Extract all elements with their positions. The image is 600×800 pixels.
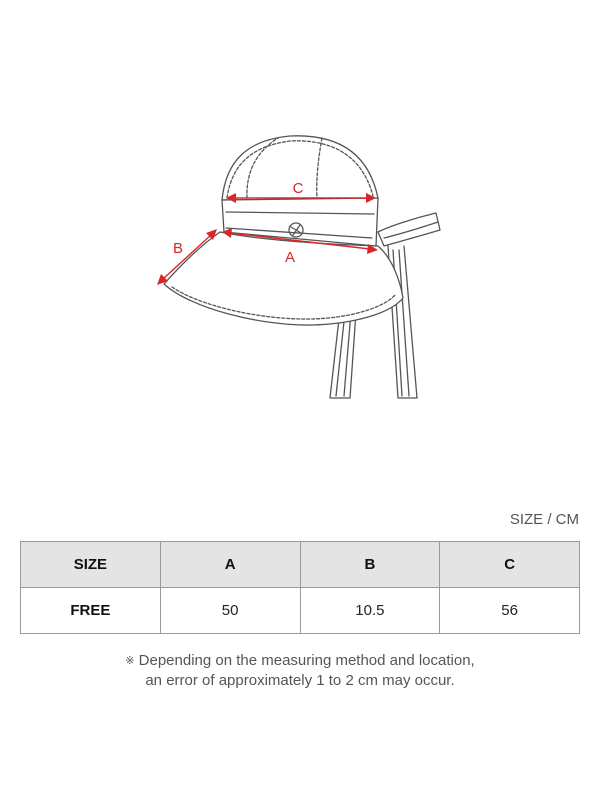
header-c: C	[440, 542, 580, 588]
unit-label: SIZE / CM	[509, 511, 579, 528]
header-b: B	[300, 542, 440, 588]
table-header-row	[21, 542, 580, 588]
cell-b: 10.5	[300, 588, 440, 634]
note-mark-icon: ※	[125, 655, 135, 667]
cell-size-free: FREE	[21, 588, 161, 634]
cell-c: 56	[440, 588, 580, 634]
label-b: B	[172, 240, 184, 257]
measurement-note	[0, 651, 600, 691]
header-size: SIZE	[21, 542, 161, 588]
cell-a: 50	[160, 588, 300, 634]
table-row	[21, 588, 580, 634]
size-table	[20, 541, 580, 634]
label-c: C	[292, 180, 304, 197]
note-text-1: Depending on the measuring method and location,	[138, 652, 475, 669]
note-line-1	[0, 651, 600, 671]
header-a: A	[160, 542, 300, 588]
label-a: A	[284, 249, 296, 266]
note-line-2: an error of approximately 1 to 2 cm may occur.	[145, 672, 455, 689]
